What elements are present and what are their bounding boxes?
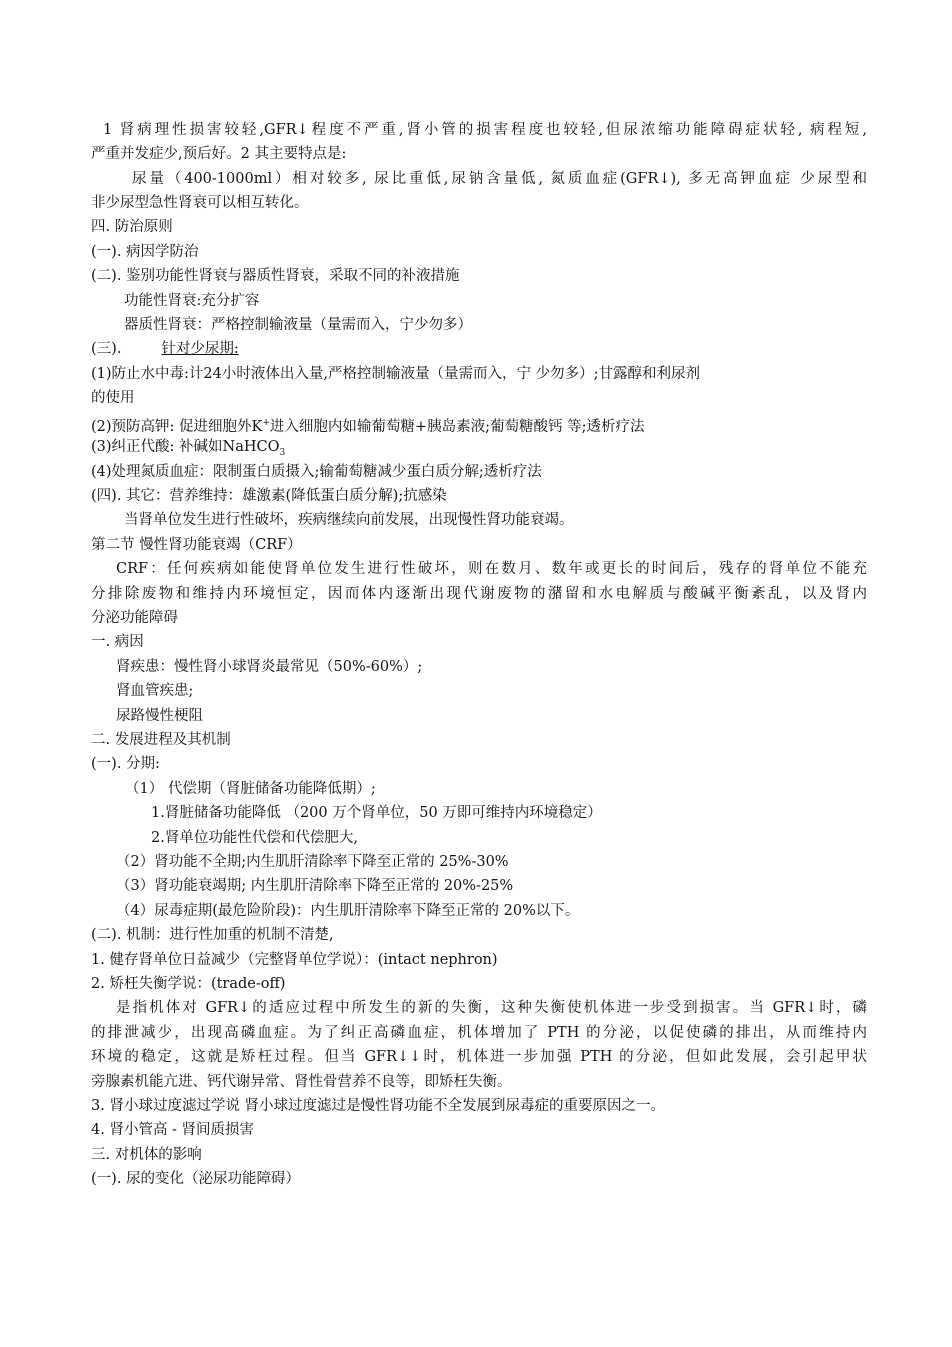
text-line: 2.肾单位功能性代偿和代偿肥大, — [151, 830, 358, 846]
text-fragment: (2)预防高钾: 促进细胞外K — [91, 418, 263, 435]
text-line: 旁腺素机能亢进、钙代谢异常、肾性骨营养不良等，即矫枉失衡。 — [91, 1074, 512, 1090]
subsection-heading: (一). 分期: — [91, 756, 160, 772]
subsection-heading: (二). 鉴别功能性肾衰与器质性肾衰，采取不同的补液措施 — [91, 268, 460, 284]
text-line: 1. 健存肾单位日益减少（完整肾单位学说）：(intact nephron) — [91, 952, 498, 968]
chapter-heading: 第二节 慢性肾功能衰竭（CRF） — [91, 537, 302, 553]
text-line: 肾血管疾患; — [116, 683, 194, 699]
section-heading: 四. 防治原则 — [91, 219, 173, 235]
superscript: + — [262, 418, 270, 428]
text-line: 肾疾患：慢性肾小球肾炎最常见（50%-60%）; — [116, 659, 423, 675]
text-line: (4)处理氮质血症：限制蛋白质摄入;输葡萄糖减少蛋白质分解;透析疗法 — [91, 464, 542, 480]
text-line: 的排泄减少，出现高磷血症。为了纠正高磷血症，机体增加了 PTH 的分泌，以促使磷的排出，从而维持内 — [91, 1025, 867, 1041]
text-line: 环境的稳定，这就是矫枉过程。但当 GFR↓↓时，机体进一步加强 PTH 的分泌，但如此发展，会引起甲状 — [91, 1049, 867, 1065]
text-line: （2）肾功能不全期;内生肌肝清除率下降至正常的 25%-30% — [116, 854, 509, 870]
section-heading: 三. 对机体的影响 — [91, 1147, 202, 1163]
text-fragment: (3)纠正代酸: 补碱如NaHCO — [91, 439, 280, 455]
text-line: 功能性肾衰:充分扩容 — [124, 293, 260, 309]
subsection-heading: (一). 尿的变化（泌尿功能障碍） — [91, 1171, 301, 1187]
text-line: 是指机体对 GFR↓的适应过程中所发生的新的失衡，这种失衡使机体进一步受到损害。当 GFR↓时，磷 — [116, 1000, 867, 1016]
text-line: 分泌功能障碍 — [91, 610, 178, 626]
text-line: CRF：任何疾病如能使肾单位发生进行性破坏，则在数月、数年或更长的时间后，残存的肾单位不能充 — [116, 561, 867, 577]
subsection-heading: (一). 病因学防治 — [91, 244, 199, 260]
underlined-heading: 针对少尿期: — [161, 341, 239, 357]
subsection-heading — [91, 337, 867, 361]
section-heading: 一. 病因 — [91, 634, 144, 650]
text-line — [91, 411, 867, 435]
text-line: （4）尿毒症期(最危险阶段)：内生肌肝清除率下降至正常的 20%以下。 — [116, 903, 580, 919]
text-line: 的使用 — [91, 390, 135, 406]
text-line: (1)防止水中毒:计24小时液体出入量,严格控制输液量（量需而入，宁 少勿多）;甘露醇和利尿剂 — [91, 366, 700, 382]
text-line: 严重并发症少,预后好。2 其主要特点是: — [91, 146, 347, 162]
text-line: 当肾单位发生进行性破坏，疾病继续向前发展，出现慢性肾功能衰竭。 — [124, 512, 574, 528]
section-heading: 二. 发展进程及其机制 — [91, 732, 231, 748]
text-line: 2. 矫枉失衡学说：(trade-off) — [91, 976, 286, 992]
text-line: 1.肾脏储备功能降低 （200 万个肾单位，50 万即可维持内环境稳定） — [151, 805, 602, 821]
text-line: 非少尿型急性肾衰可以相互转化。 — [91, 195, 309, 211]
text-line: （3）肾功能衰竭期; 内生肌肝清除率下降至正常的 20%-25% — [116, 878, 514, 894]
text-line: （1） 代偿期（肾脏储备功能降低期）; — [125, 781, 376, 797]
subscript: 3 — [279, 447, 286, 458]
text-line: 尿路慢性梗阻 — [116, 708, 203, 724]
text-line: 尿量（400-1000ml）相对较多, 尿比重低,尿钠含量低, 氮质血症(GFR↓), 多无高钾血症 少尿型和 — [132, 171, 867, 187]
subsection-number: (三). — [91, 341, 122, 357]
text-fragment: 进入细胞内如输葡萄糖+胰岛素液;葡萄糖酸钙 等;透析疗法 — [269, 418, 645, 435]
text-line: 1 肾病理性损害较轻,GFR↓程度不严重,肾小管的损害程度也较轻,但尿浓缩功能障碍症状轻, 病程短, — [103, 122, 867, 138]
text-line: 器质性肾衰：严格控制输液量（量需而入，宁少勿多） — [124, 317, 472, 333]
text-line — [91, 435, 867, 459]
text-line: 3. 肾小球过度滤过学说 肾小球过度滤过是慢性肾功能不全发展到尿毒症的重要原因之一。 — [91, 1098, 666, 1114]
text-line: 分排除废物和维持内环境恒定，因而体内逐渐出现代谢废物的潴留和水电解质与酸碱平衡紊乱，以及肾内 — [91, 586, 867, 602]
text-line: 4. 肾小管高 - 肾间质损害 — [91, 1122, 255, 1138]
subsection-heading: (四). 其它：营养维持：雄激素(降低蛋白质分解);抗感染 — [91, 488, 447, 504]
subsection-heading: (二). 机制：进行性加重的机制不清楚, — [91, 927, 334, 943]
